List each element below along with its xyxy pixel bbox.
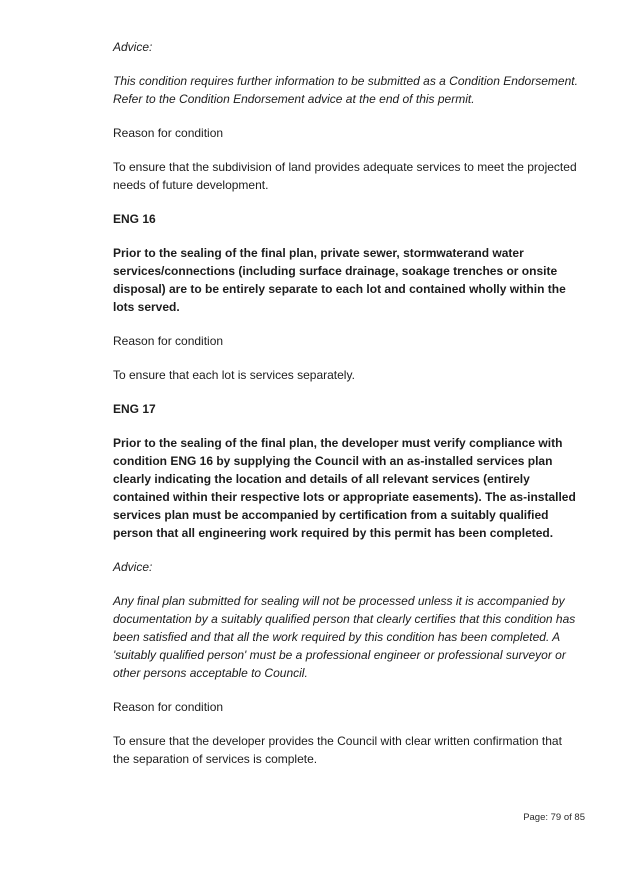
reason-paragraph: To ensure that the subdivision of land provides adequate services to meet the projected needs of future development. xyxy=(113,160,577,192)
document-body xyxy=(113,38,581,784)
page-number: Page: 79 of 85 xyxy=(523,812,585,823)
reason-for-condition-label: Reason for condition xyxy=(113,126,224,140)
advice-paragraph: This condition requires further information to be submitted as a Condition Endorsement. Refer to the Condition Endorsement advice at the end of this permit. xyxy=(113,74,578,106)
reason-paragraph: To ensure that each lot is services separately. xyxy=(113,368,355,382)
condition-paragraph-eng17: Prior to the sealing of the final plan, the developer must verify compliance with condition ENG 16 by supplying the Council with an as-installed services plan clearly indicating the location and details of all relevant services (entirely contained within their respective lots or appropriate easements). The as-installed services plan must be accompanied by certification from a suitably qualified person that all engineering work required by this permit has been completed. xyxy=(113,436,576,540)
reason-paragraph: To ensure that the developer provides the Council with clear written confirmation that the separation of services is complete. xyxy=(113,734,562,766)
advice-paragraph: Any final plan submitted for sealing will not be processed unless it is accompanied by documentation by a suitably qualified person that clearly certifies that this condition has been satisfied and that all the work required by this condition has been completed. A 'suitably qualified person' must be a professional engineer or professional surveyor or other persons acceptable to Council. xyxy=(113,594,576,680)
reason-for-condition-label: Reason for condition xyxy=(113,700,224,714)
condition-paragraph-eng16: Prior to the sealing of the final plan, private sewer, stormwaterand water services/connections (including surface drainage, soakage trenches or onsite disposal) are to be entirely separate to each lot and contained wholly within the lots served. xyxy=(113,246,566,314)
advice-heading: Advice: xyxy=(113,40,153,54)
condition-heading-eng16: ENG 16 xyxy=(113,212,156,226)
condition-heading-eng17: ENG 17 xyxy=(113,402,156,416)
reason-for-condition-label: Reason for condition xyxy=(113,334,224,348)
advice-heading: Advice: xyxy=(113,560,153,574)
